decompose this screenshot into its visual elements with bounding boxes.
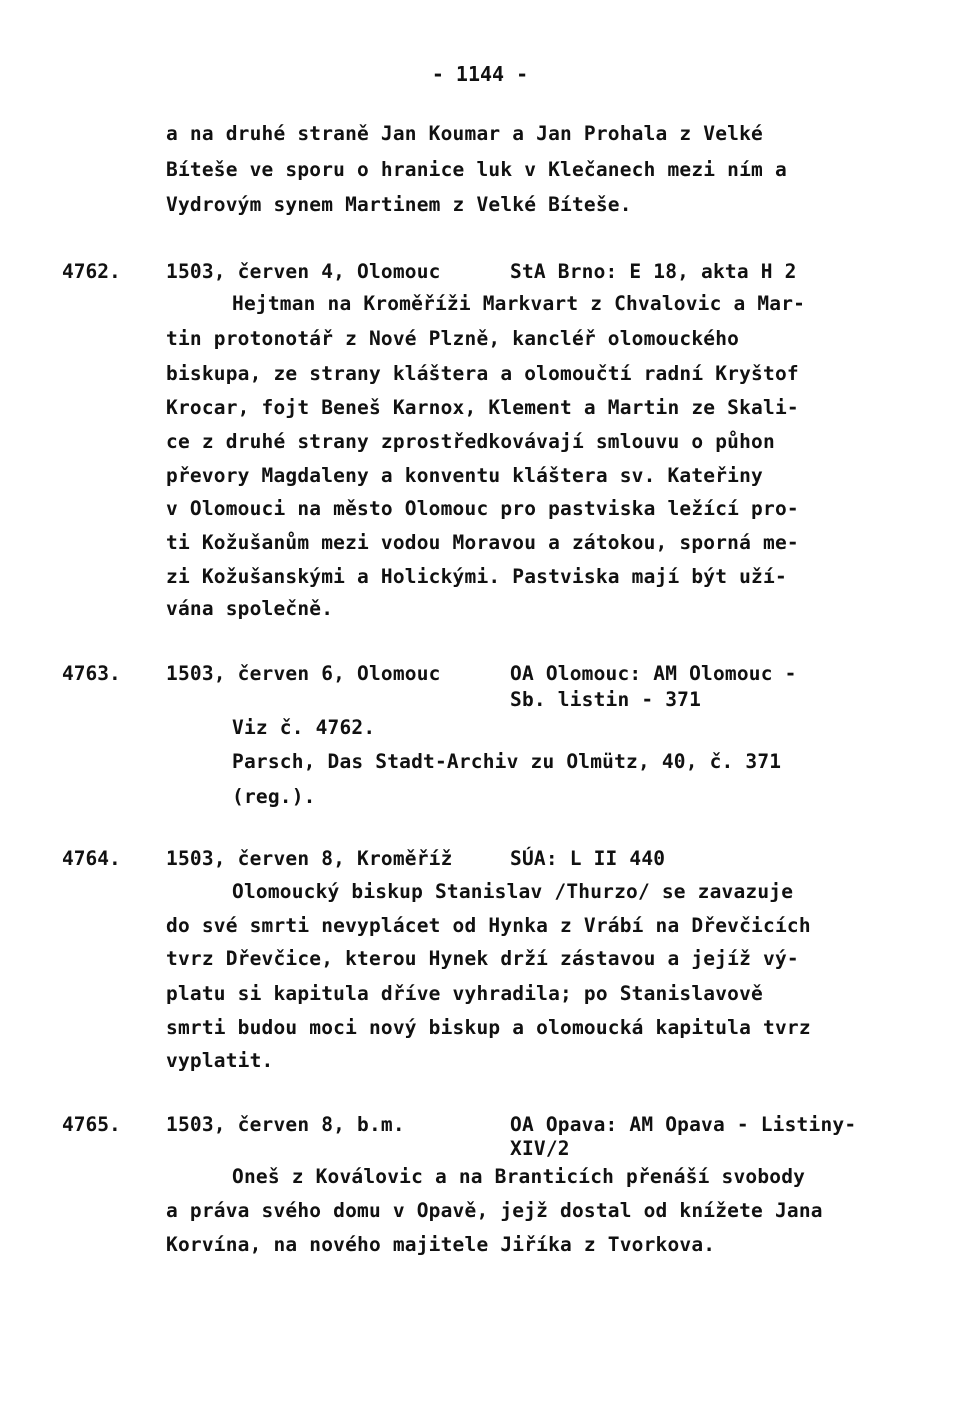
entry-number: 4765. (62, 1113, 121, 1136)
entry-body-line: tin protonotář z Nové Plzně, kancléř olomouckého (166, 327, 740, 350)
entry-header: 1503, červen 8, Kroměříž (166, 847, 453, 870)
entry-body-line: smrti budou moci nový biskup a olomoucká kapitula tvrz (166, 1016, 811, 1039)
entry-archive: XIV/2 (510, 1137, 570, 1160)
entry-body-line: vána společně. (166, 597, 334, 620)
intro-line: Vydrovým synem Martinem z Velké Bíteše. (166, 193, 632, 216)
entry-archive: SÚA: L II 440 (510, 847, 666, 870)
entry-body-line: platu si kapitula dříve vyhradila; po Stanislavově (166, 982, 763, 1005)
entry-body-line: tvrz Dřevčice, kterou Hynek drží zástavou a jejíž vý- (166, 947, 799, 970)
entry-body-line: Oneš z Koválovic a na Branticích přenáší svobody (232, 1165, 806, 1188)
entry-archive: OA Olomouc: AM Olomouc - (510, 662, 797, 685)
entry-body-line: (reg.). (232, 785, 316, 808)
entry-body-line: v Olomouci na město Olomouc pro pastviska ležící pro- (166, 497, 799, 520)
intro-line: Bíteše ve sporu o hranice luk v Klečanech mezi ním a (166, 158, 787, 181)
entry-archive: StA Brno: E 18, akta H 2 (510, 260, 797, 283)
entry-archive: Sb. listin - 371 (510, 688, 702, 711)
entry-body-line: ce z druhé strany zprostředkovávají smlouvu o půhon (166, 430, 775, 453)
intro-line: a na druhé straně Jan Koumar a Jan Prohala z Velké (166, 122, 763, 145)
entry-header: 1503, červen 8, b.m. (166, 1113, 405, 1136)
entry-body-line: Korvína, na nového majitele Jiříka z Tvorkova. (166, 1233, 716, 1256)
entry-body-line: Olomoucký biskup Stanislav /Thurzo/ se zavazuje (232, 880, 794, 903)
entry-header: 1503, červen 6, Olomouc (166, 662, 441, 685)
entry-body-line: do své smrti nevyplácet od Hynka z Vrábí na Dřevčicích (166, 914, 811, 937)
entry-number: 4763. (62, 662, 121, 685)
entry-body-line: Parsch, Das Stadt-Archiv zu Olmütz, 40, č. 371 (232, 750, 782, 773)
entry-body-line: Viz č. 4762. (232, 716, 376, 739)
entry-body-line: ti Kožušanům mezi vodou Moravou a zátokou, sporná me- (166, 531, 799, 554)
entry-body-line: a práva svého domu v Opavě, jejž dostal od knížete Jana (166, 1199, 823, 1222)
entry-body-line: Krocar, fojt Beneš Karnox, Klement a Martin ze Skali- (166, 396, 799, 419)
entry-archive: OA Opava: AM Opava - Listiny- (510, 1113, 857, 1136)
entry-body-line: vyplatit. (166, 1049, 274, 1072)
entry-header: 1503, červen 4, Olomouc (166, 260, 441, 283)
entry-body-line: Hejtman na Kroměříži Markvart z Chvalovic a Mar- (232, 292, 806, 315)
page-number: - 1144 - (431, 62, 529, 86)
entry-number: 4762. (62, 260, 121, 283)
entry-body-line: biskupa, ze strany kláštera a olomoučtí radní Kryštof (166, 362, 799, 385)
entry-body-line: zi Kožušanskými a Holickými. Pastviska mají být uží- (166, 565, 787, 588)
entry-number: 4764. (62, 847, 121, 870)
entry-body-line: převory Magdaleny a konventu kláštera sv. Kateřiny (166, 464, 763, 487)
